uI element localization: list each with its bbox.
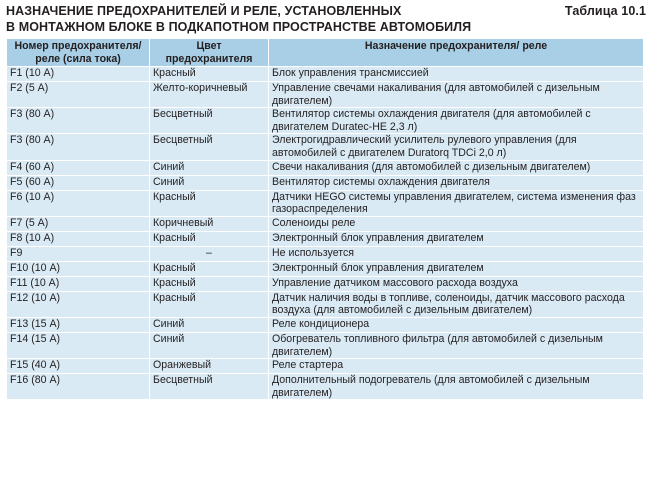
cell-fuse: F5 (60 А) — [7, 175, 150, 190]
cell-color: Красный — [150, 67, 269, 82]
table-row — [7, 216, 644, 231]
cell-fuse: F13 (15 А) — [7, 317, 150, 332]
cell-color: Бесцветный — [150, 134, 269, 160]
cell-purpose: Датчики HEGO системы управления двигателем, система изменения фаз газораспределения — [269, 190, 644, 216]
cell-purpose: Электрогидравлический усилитель рулевого управления (для автомобилей с двигателем Duratorq TDCi 2,0 л) — [269, 134, 644, 160]
cell-color: Красный — [150, 276, 269, 291]
cell-purpose: Вентилятор системы охлаждения двигателя — [269, 175, 644, 190]
cell-purpose: Электронный блок управления двигателем — [269, 231, 644, 246]
cell-fuse: F2 (5 А) — [7, 82, 150, 108]
table-row — [7, 190, 644, 216]
cell-fuse: F9 — [7, 246, 150, 261]
cell-purpose: Обогреватель топливного фильтра (для автомобилей с дизельным двигателем) — [269, 332, 644, 358]
cell-color: Бесцветный — [150, 108, 269, 134]
cell-color: Красный — [150, 231, 269, 246]
cell-fuse: F8 (10 А) — [7, 231, 150, 246]
cell-fuse: F11 (10 А) — [7, 276, 150, 291]
cell-purpose: Реле стартера — [269, 359, 644, 374]
cell-color: Синий — [150, 175, 269, 190]
cell-purpose: Электронный блок управления двигателем — [269, 261, 644, 276]
table-header-row — [7, 39, 644, 67]
fuse-table — [6, 38, 644, 400]
table-row — [7, 175, 644, 190]
cell-fuse: F3 (80 А) — [7, 134, 150, 160]
cell-fuse: F10 (10 А) — [7, 261, 150, 276]
table-number: Таблица 10.1 — [564, 4, 646, 18]
cell-purpose: Блок управления трансмиссией — [269, 67, 644, 82]
cell-color: – — [150, 246, 269, 261]
table-row — [7, 359, 644, 374]
title-line-1: НАЗНАЧЕНИЕ ПРЕДОХРАНИТЕЛЕЙ И РЕЛЕ, УСТАНОВЛЕННЫХ — [6, 4, 402, 18]
cell-color: Коричневый — [150, 216, 269, 231]
cell-color: Оранжевый — [150, 359, 269, 374]
column-header-fuse: Номер предохранителя/ реле (сила тока) — [7, 39, 150, 67]
title-line-2: В МОНТАЖНОМ БЛОКЕ В ПОДКАПОТНОМ ПРОСТРАНСТВЕ АВТОМОБИЛЯ — [6, 20, 472, 34]
cell-purpose: Датчик наличия воды в топливе, соленоиды, датчик массового расхода воздуха (для автомобилей с дизельным двигателем) — [269, 291, 644, 317]
cell-color: Красный — [150, 291, 269, 317]
table-row — [7, 134, 644, 160]
table-row — [7, 332, 644, 358]
cell-fuse: F16 (80 А) — [7, 374, 150, 400]
table-row — [7, 82, 644, 108]
cell-fuse: F15 (40 А) — [7, 359, 150, 374]
column-header-color: Цвет предохранителя — [150, 39, 269, 67]
cell-color: Желто-коричневый — [150, 82, 269, 108]
cell-purpose: Реле кондиционера — [269, 317, 644, 332]
cell-color: Синий — [150, 160, 269, 175]
cell-purpose: Вентилятор системы охлаждения двигателя (для автомобилей с двигателем Duratec-HE 2,3 л) — [269, 108, 644, 134]
table-row — [7, 246, 644, 261]
cell-purpose: Соленоиды реле — [269, 216, 644, 231]
cell-color: Бесцветный — [150, 374, 269, 400]
cell-fuse: F12 (10 А) — [7, 291, 150, 317]
table-row — [7, 108, 644, 134]
cell-fuse: F4 (60 А) — [7, 160, 150, 175]
cell-fuse: F7 (5 А) — [7, 216, 150, 231]
table-row — [7, 276, 644, 291]
cell-color: Синий — [150, 332, 269, 358]
cell-color: Красный — [150, 190, 269, 216]
table-row — [7, 160, 644, 175]
cell-color: Красный — [150, 261, 269, 276]
cell-purpose: Свечи накаливания (для автомобилей с дизельным двигателем) — [269, 160, 644, 175]
table-row — [7, 67, 644, 82]
cell-fuse: F14 (15 А) — [7, 332, 150, 358]
cell-color: Синий — [150, 317, 269, 332]
cell-fuse: F6 (10 А) — [7, 190, 150, 216]
table-row — [7, 231, 644, 246]
table-row — [7, 291, 644, 317]
column-header-purpose: Назначение предохранителя/ реле — [269, 39, 644, 67]
cell-fuse: F1 (10 А) — [7, 67, 150, 82]
cell-purpose: Дополнительный подогреватель (для автомобилей с дизельным двигателем) — [269, 374, 644, 400]
cell-fuse: F3 (80 А) — [7, 108, 150, 134]
cell-purpose: Управление свечами накаливания (для автомобилей с дизельным двигателем) — [269, 82, 644, 108]
table-title — [6, 3, 646, 35]
cell-purpose: Управление датчиком массового расхода воздуха — [269, 276, 644, 291]
table-row — [7, 261, 644, 276]
table-row — [7, 374, 644, 400]
table-row — [7, 317, 644, 332]
cell-purpose: Не используется — [269, 246, 644, 261]
